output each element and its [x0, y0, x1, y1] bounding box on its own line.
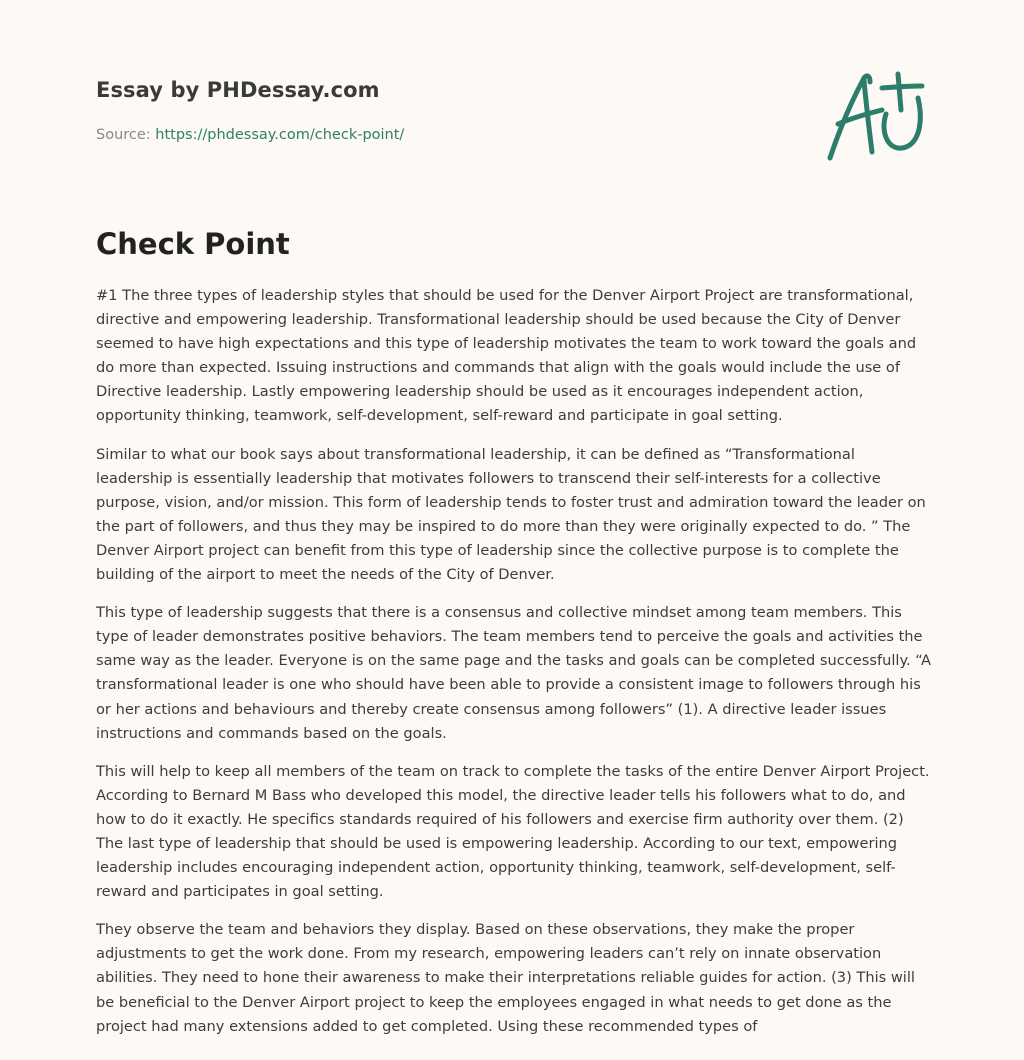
essay-paragraph: #1 The three types of leadership styles that should be used for the Denver Airport Project are transformational, directive and empowering leadership. Transformational leadership should be used because the City of Denver seemed to have high expectations and this type of leadership motivates the team to work toward the goals and do more than expected. Issuing instructions and commands that align with the goals would include the use of Directive leadership. Lastly empowering leadership should be used as it encourages independent action, opportunity thinking, teamwork, self-development, self-reward and participate in goal setting.	[96, 287, 917, 425]
essay-paragraph: This will help to keep all members of the team on track to complete the tasks of the entire Denver Airport Project. According to Bernard M Bass who developed this model, the directive leader tells his followers what to do, and how to do it exactly. He specifics standards required of his followers and exercise firm authority over them. (2) The last type of leadership that should be used is empowering leadership. According to our text, empowering leadership includes encouraging independent action, opportunity thinking, teamwork, self-development, self-reward and participates in goal setting.	[96, 762, 930, 901]
source-link[interactable]: https://phdessay.com/check-point/	[155, 127, 405, 143]
site-title: Essay by PHDessay.com	[96, 78, 380, 102]
essay-header	[96, 76, 696, 145]
essay-body	[96, 284, 932, 1053]
essay-paragraph: This type of leadership suggests that there is a consensus and collective mindset among team members. This type of leader demonstrates positive behaviors. The team members tend to perceive the goals and activities the same way as the leader. Everyone is on the same page and the tasks and goals can be completed successfully. “A transformational leader is one who should have been able to provide a consistent image to followers through his or her actions and behaviours and thereby create consensus among followers” (1). A directive leader issues instructions and commands based on the goals.	[96, 604, 931, 742]
essay-paragraph: Similar to what our book says about transformational leadership, it can be defined as “Transformational leadership is essentially leadership that motivates followers to transcend their self-interests for a collective purpose, vision, and/or mission. This form of leadership tends to foster trust and admiration toward the leader on the part of followers, and thus they may be inspired to do more than they were originally expected to do. ” The Denver Airport project can benefit from this type of leadership since the collective purpose is to complete the building of the airport to meet the needs of the City of Denver.	[96, 445, 926, 584]
a-plus-logo-icon	[822, 68, 928, 164]
essay-paragraph: They observe the team and behaviors they display. Based on these observations, they make the proper adjustments to get the work done. From my research, empowering leaders can’t rely on innate observation abilities. They need to hone their awareness to make their interpretations reliable guides for action. (3) This will be beneficial to the Denver Airport project to keep the employees engaged in what needs to get done as the project had many extensions added to get completed. Using these recommended types of	[96, 921, 915, 1035]
source-line	[96, 125, 696, 145]
essay-title: Check Point	[96, 227, 290, 261]
source-label: Source:	[96, 127, 156, 143]
